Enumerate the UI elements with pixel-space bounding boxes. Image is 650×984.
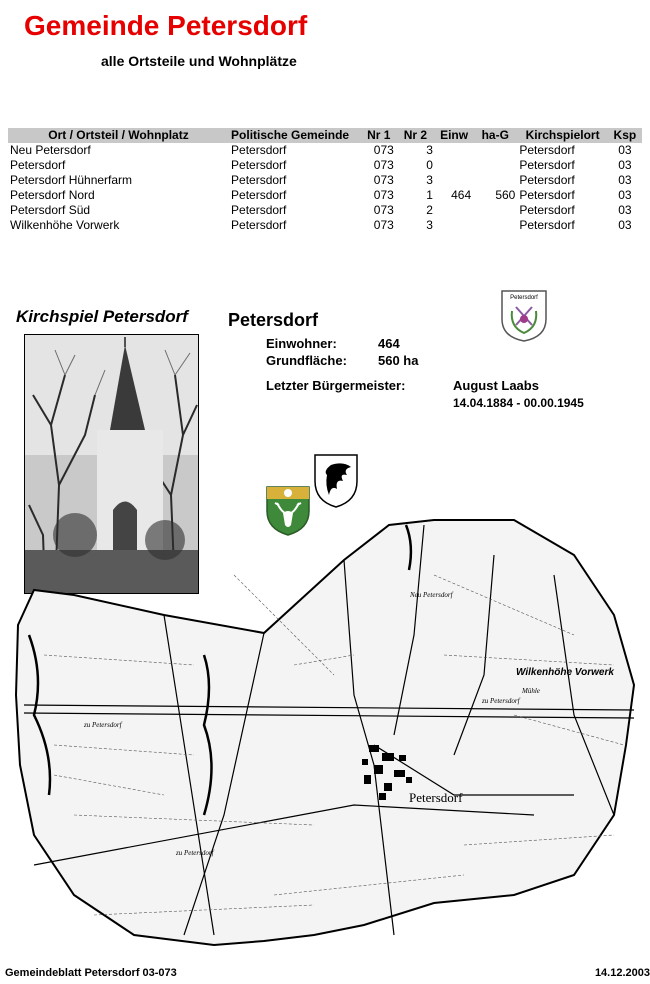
cell-ksp: 03 [618, 158, 632, 172]
buergermeister-dates: 14.04.1884 - 00.00.1945 [453, 396, 584, 410]
cell-nr1: 073 [373, 158, 394, 172]
table-row [8, 158, 642, 173]
cell-einw [435, 173, 473, 188]
cell-nr1: 073 [373, 218, 394, 232]
places-table [8, 128, 642, 233]
cell-gemeinde: Petersdorf [231, 218, 287, 232]
einwohner-label: Einwohner: [266, 336, 337, 351]
cell-ksp: 03 [618, 188, 632, 202]
cell-nr2: 2 [426, 203, 433, 217]
cell-einw [435, 218, 473, 233]
cell-nr2: 3 [426, 143, 433, 157]
cell-nr1: 073 [373, 203, 394, 217]
cell-hag [473, 173, 517, 188]
table-row [8, 173, 642, 188]
table-row [8, 188, 642, 203]
cell-hag: 560 [495, 188, 516, 202]
cell-ort: Petersdorf Süd [10, 203, 91, 217]
municipality-map [14, 515, 642, 947]
cell-nr2: 3 [426, 218, 433, 232]
cell-einw [435, 143, 473, 158]
cell-hag [473, 143, 517, 158]
page-title: Gemeinde Petersdorf [24, 10, 308, 41]
cell-ort: Neu Petersdorf [10, 143, 91, 157]
cell-hag [473, 158, 517, 173]
cell-nr2: 0 [426, 158, 433, 172]
cell-hag [473, 203, 517, 218]
cell-einw: 464 [451, 188, 472, 202]
cell-gemeinde: Petersdorf [231, 173, 287, 187]
col-header-ort: Ort / Ortsteil / Wohnplatz [8, 128, 229, 143]
footer-right: 14.12.2003 [594, 967, 650, 979]
cell-kirchspielort: Petersdorf [519, 203, 575, 217]
table-row [8, 143, 642, 158]
table-header-row [8, 128, 642, 143]
map-label-muehle: Mühle [522, 687, 540, 695]
cell-ksp: 03 [618, 143, 632, 157]
map-label-village: Petersdorf [409, 790, 463, 805]
cell-gemeinde: Petersdorf [231, 158, 287, 172]
cell-ksp: 03 [618, 218, 632, 232]
cell-kirchspielort: Petersdorf [519, 143, 575, 157]
cell-ksp: 03 [618, 173, 632, 187]
cell-gemeinde: Petersdorf [231, 203, 287, 217]
table-row [8, 218, 642, 233]
cell-einw [435, 158, 473, 173]
map-label-zu-1: zu Petersdorf [84, 721, 122, 729]
cell-nr1: 073 [373, 143, 394, 157]
cell-ort: Petersdorf Hühnerfarm [10, 173, 133, 187]
table-row [8, 203, 642, 218]
map-label-zu-3: zu Petersdorf [482, 697, 520, 705]
col-header-einw: Einw [435, 128, 473, 143]
cell-nr1: 073 [373, 173, 394, 187]
cell-gemeinde: Petersdorf [231, 188, 287, 202]
map-label-vorwerk: Wilkenhöhe Vorwerk [516, 667, 614, 678]
map-label-zu-2: zu Petersdorf [176, 849, 214, 857]
kirchspiel-heading: Kirchspiel Petersdorf [16, 307, 188, 326]
map-label-neu: Neu Petersdorf [410, 591, 453, 599]
cell-nr2: 1 [426, 188, 433, 202]
buergermeister-name: August Laabs [453, 378, 539, 393]
col-header-hag: ha-G [473, 128, 517, 143]
cell-ksp: 03 [618, 203, 632, 217]
place-name: Petersdorf [228, 310, 319, 330]
cell-ort: Petersdorf [10, 158, 66, 172]
eagle-shield-icon [313, 453, 359, 509]
kirchspiel-seal-icon [500, 289, 548, 343]
buergermeister-label: Letzter Bürgermeister: [266, 378, 406, 393]
col-header-gemeinde: Politische Gemeinde [229, 128, 362, 143]
page-subtitle: alle Ortsteile und Wohnplätze [101, 53, 297, 69]
footer-left: Gemeindeblatt Petersdorf 03-073 [5, 967, 177, 979]
cell-ort: Petersdorf Nord [10, 188, 95, 202]
cell-nr2: 3 [426, 173, 433, 187]
flaeche-value: 560 ha [378, 353, 419, 368]
cell-kirchspielort: Petersdorf [519, 218, 575, 232]
einwohner-value: 464 [378, 336, 400, 351]
col-header-nr2: Nr 2 [396, 128, 435, 143]
col-header-ksp: Ksp [608, 128, 642, 143]
seal-text: Petersdorf [510, 295, 538, 301]
col-header-kirchspielort: Kirchspielort [517, 128, 607, 143]
cell-hag [473, 218, 517, 233]
cell-kirchspielort: Petersdorf [519, 173, 575, 187]
cell-ort: Wilkenhöhe Vorwerk [10, 218, 120, 232]
cell-gemeinde: Petersdorf [231, 143, 287, 157]
cell-kirchspielort: Petersdorf [519, 188, 575, 202]
cell-kirchspielort: Petersdorf [519, 158, 575, 172]
cell-nr1: 073 [373, 188, 394, 202]
cell-einw [435, 203, 473, 218]
col-header-nr1: Nr 1 [362, 128, 396, 143]
flaeche-label: Grundfläche: [266, 353, 347, 368]
